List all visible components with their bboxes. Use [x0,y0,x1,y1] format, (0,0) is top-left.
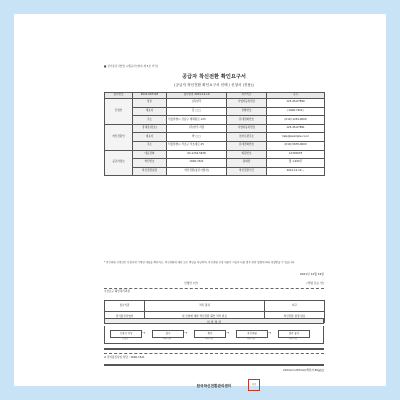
field-label: 휴대폰(상호) [133,124,167,133]
header-cell: 즉시 [267,93,325,99]
field-label: 회원번호 [227,150,267,159]
receipt-note: 수신요구 확인처리과정 [104,290,130,293]
field-label: 휴대전화번호 [227,141,267,150]
contact-note: ※ 전기통신사업 상담 : 1600-7421 [104,356,145,359]
process-actor: 처리기관 [162,337,172,340]
field-label: 상호 [133,99,167,108]
legal-basis: ■ 전기통신사업법 시행규칙 [별지 제 3호 서식] [104,65,158,68]
field-value: (010) 1234-0000 [267,116,325,125]
document-title: 공급자 착신전환 확인요구서 [182,74,246,80]
process-actor: 신청인 [121,337,129,340]
field-value: 123-45-67891 [267,124,325,133]
divider-bar [104,364,324,366]
application-table [104,92,325,176]
process-step: 신청서 작성 [110,330,142,338]
field-value: help@example.co.kr [267,133,325,142]
table-row [105,159,325,168]
process-step: 확인 [194,330,226,338]
field-value: (1600-7421) [267,107,325,116]
field-label: 통화량 [227,159,267,168]
field-value: 123-45-67890 [267,99,325,108]
field-value: 서울특별시 강남구 테헤란로 123 [167,116,227,125]
process-step: 접수 [152,330,184,338]
table-row [105,116,325,125]
header-cell: 접수일자 2021-12-19 [167,93,227,99]
receipt-value: 위 신청에 대한 착신전환 확인 처리 완료 [145,312,265,323]
document-paper [14,14,386,386]
process-step: 착신전환 [236,330,268,338]
official-seal-icon: 직인 [248,379,260,391]
header-cell: 2021-007193 [133,93,167,99]
signer-label: 신청인 (인) [184,281,198,285]
document-subtitle: (공급자 착신전환 확인요구서 선택 / 신청서 (전용)) [174,83,254,87]
signer-right: (서명 또는 인) [306,281,324,285]
field-label: 대표자 [133,107,167,116]
cut-line [104,288,324,289]
field-value: (주)한국 지점 [167,124,227,133]
table-row [105,150,325,159]
field-value: 1600-7421 [167,159,227,168]
field-label: 휴대전화번호 [227,116,267,125]
field-value: 착신전환(통신사업자) [167,167,227,176]
field-value: 박 ◯◯ [167,133,227,142]
table-row [105,167,325,176]
arrow-right-icon: → [142,330,146,335]
cut-line [104,353,324,354]
table-row [105,141,325,150]
table-row [105,107,325,116]
receipt-header: 비고 [265,301,325,312]
field-value: 12345678 [267,150,325,159]
process-flow [104,326,324,344]
process-actor: 처리기관 [204,337,214,340]
field-label: 주소 [133,141,167,150]
application-date: 2021년 12월 19일 [299,272,324,276]
section-label: 착신전환인 [105,124,133,150]
field-label: 전화번호 [227,107,267,116]
field-label: 사업자등록번호 [227,124,267,133]
paper-spec: 210mm×297mm[백상지 80g/㎡] [283,369,324,372]
receipt-header: 접수기관 [105,301,145,312]
notice-text: * 착신전환 신청인은 신청서에 기재된 내용을 확인하고, 착신전환에 대한 모든 책임을 부담하며, 착신전환 신청 내용이 사실과 다를 경우 관련 법령에 따라 처벌받을 수 있습니다. [104,261,295,264]
field-label: 대표자 [133,133,167,142]
table-row [105,124,325,133]
field-label: 주소 [133,116,167,125]
field-value: (주)한국 [167,99,227,108]
field-label: 착신전환설정 [133,167,167,176]
receipt-header: 처리 결과 [145,301,265,312]
field-value: 김 ◯◯ [167,107,227,116]
process-actor: 처리기관 [288,337,298,340]
issuing-organization: 한국착신전환관리센터 [196,384,232,388]
divider-bar [104,348,324,350]
process-step: 결과 통지 [278,330,310,338]
section-label: 공급자정보 [105,150,133,176]
field-label: 착신번호 [133,159,167,168]
arrow-right-icon: → [226,330,230,335]
table-row [105,301,325,312]
field-value: 서울특별시 서초구 서초대로 45 [167,141,227,150]
arrow-right-icon: → [268,330,272,335]
field-value: (010) 5678-0000 [267,141,325,150]
header-cell: 접수번호 [105,93,133,99]
arrow-right-icon: → [184,330,188,335]
table-row [105,99,325,108]
field-value: 02-1234-5678 [167,150,227,159]
header-cell: 처리기간 [227,93,267,99]
receipt-value: 전기통신사업자 [105,312,145,323]
field-label: 전자우편주소 [227,133,267,142]
process-title: 처 리 절 차 [104,318,324,324]
field-label: 대표전화 [133,150,167,159]
table-row [105,133,325,142]
field-value: 2021.12.19 ~ [267,167,325,176]
field-label: 사업자등록번호 [227,99,267,108]
field-value: 월 1,200건 [267,159,325,168]
field-label: 착신전환기간 [227,167,267,176]
process-actor: 처리기관 [246,337,256,340]
section-label: 신청인 [105,99,133,125]
receipt-value: 착신전환 설정 완료 [265,312,325,323]
